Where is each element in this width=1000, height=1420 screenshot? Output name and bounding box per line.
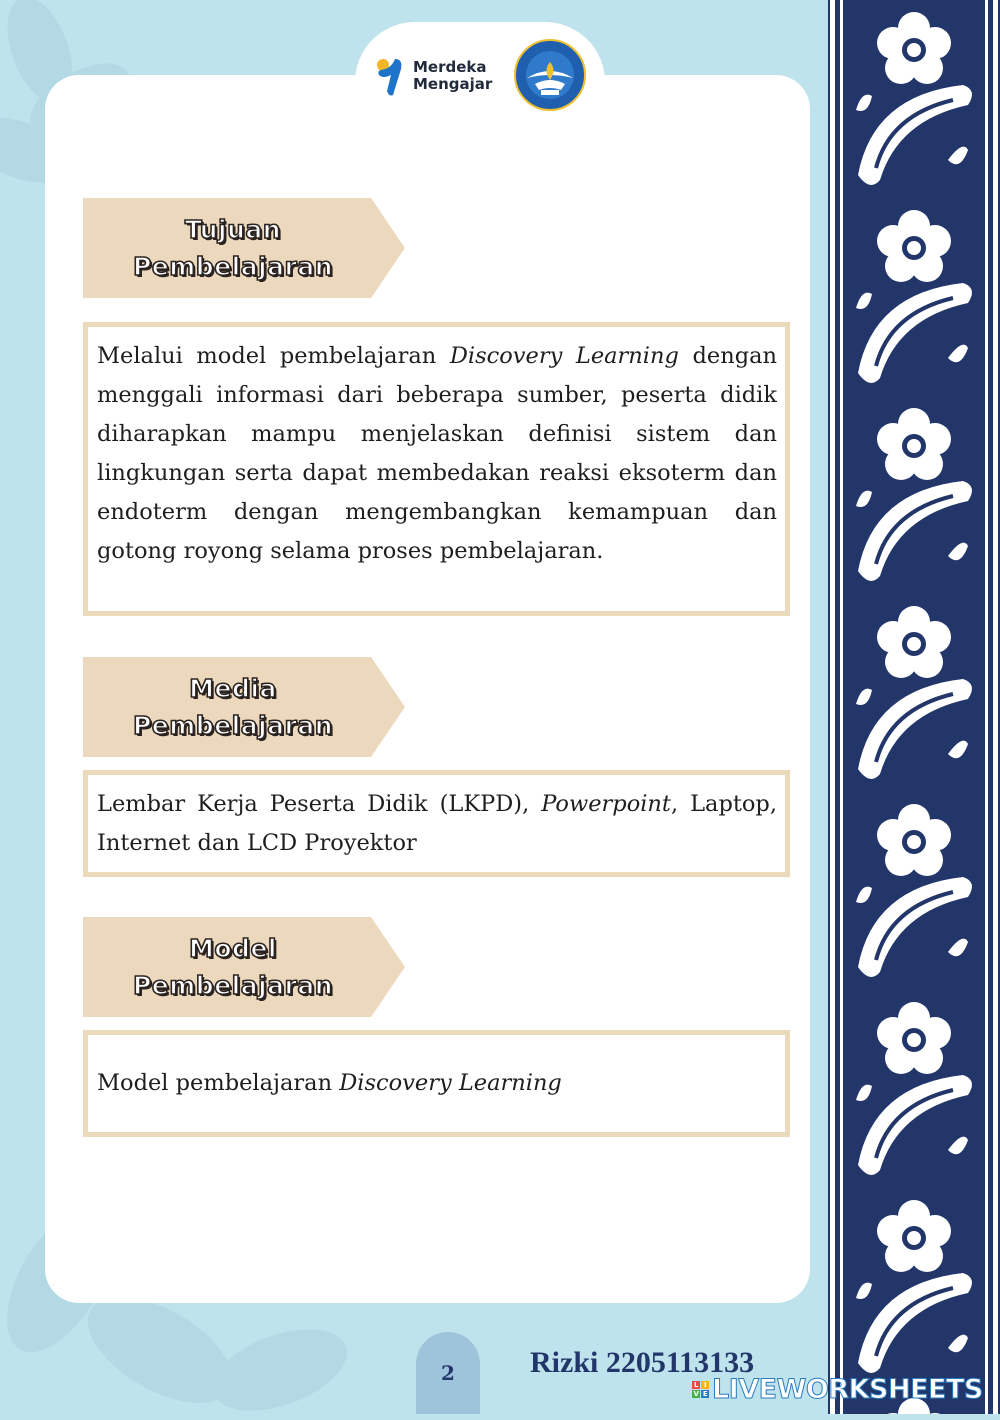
tujuan-text [97,337,777,571]
tujuan-text-italic: Discovery Learning [449,343,679,369]
model-text [97,1064,777,1103]
section-label-tujuan [83,198,405,298]
section-label-model [83,917,405,1017]
merdeka-mengajar-icon [375,55,407,97]
section-title-line2: Pembelajaran [132,971,334,1000]
media-text [97,785,777,863]
lw-letter: V [693,1390,699,1398]
page-number: 2 [416,1332,480,1414]
model-text-part1: Model pembelajaran [97,1070,340,1096]
liveworksheets-watermark [692,1374,983,1405]
media-text-part1: Lembar Kerja Peserta Didik (LKPD), [97,791,542,817]
section-title-line1: Tujuan [184,215,282,244]
lw-letter: I [701,1381,709,1389]
author-name: Rizki 2205113133 [530,1346,755,1379]
model-text-italic: Discovery Learning [339,1070,562,1096]
tujuan-text-part2: dengan menggali informasi dari beberapa sumber, peserta didik diharapkan mampu menjelaskan definisi sistem dan lingkungan serta dapat membedakan reaksi eksoterm dan endoterm dengan mengembangkan kemampuan dan gotong royong selama proses pembelajaran. [97,343,777,564]
batik-pattern [828,0,1000,1414]
model-content-box [83,1030,790,1137]
liveworksheets-text: LIVEWORKSHEETS [712,1374,983,1405]
section-label-media [83,657,405,757]
section-title-line1: Model [189,934,277,963]
tujuan-content-box [83,322,790,616]
liveworksheets-logo-icon [692,1381,709,1398]
tujuan-text-part1: Melalui model pembelajaran [97,343,450,369]
lw-letter: E [702,1390,708,1398]
media-text-italic: Powerpoint [541,791,671,817]
section-title-line2: Pembelajaran [132,711,334,740]
merdeka-logo-line1: Merdeka [413,58,487,76]
section-title-line2: Pembelajaran [132,252,334,281]
lw-letter: L [692,1381,700,1389]
batik-border-decoration [828,0,1000,1414]
media-content-box [83,770,790,877]
merdeka-logo-line2: Mengajar [413,75,493,93]
media-text-part2: , Laptop, Internet dan LCD Proyektor [97,791,777,856]
merdeka-mengajar-logo [375,55,503,97]
tut-wuri-handayani-emblem [513,38,587,112]
section-title-line1: Media [189,674,277,703]
